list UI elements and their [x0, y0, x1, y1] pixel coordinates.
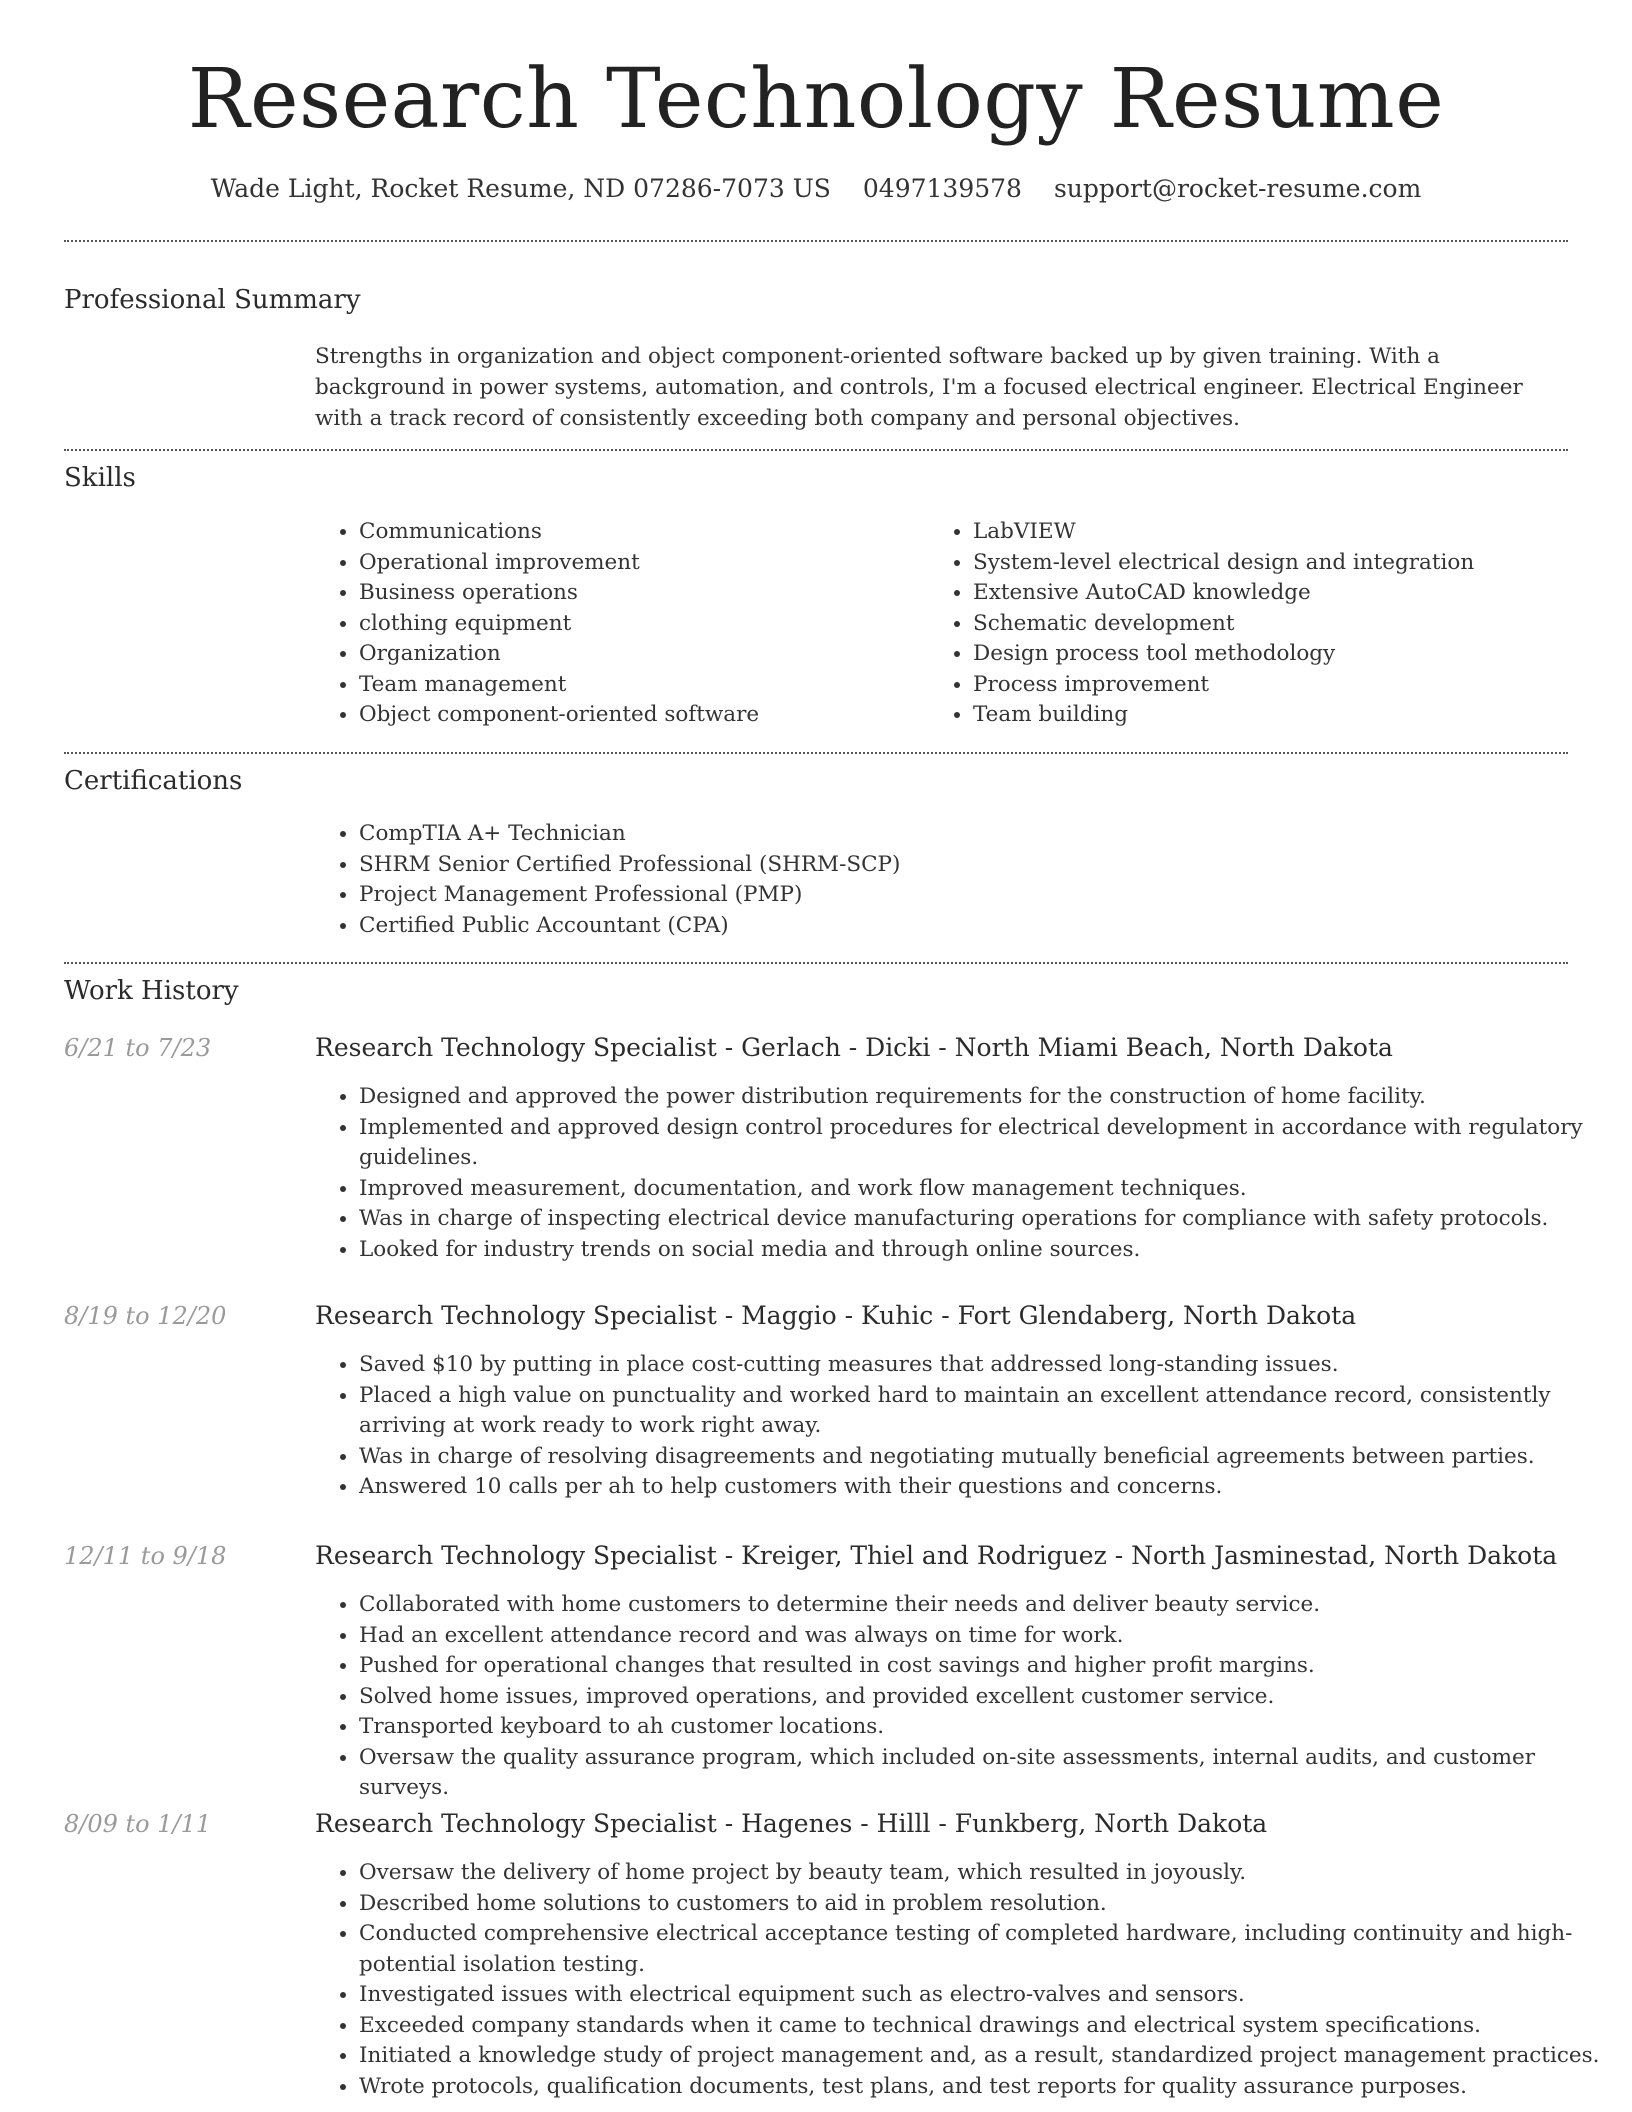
list-item: • SHRM Senior Certified Professional (SHRM-SCP) [359, 850, 1599, 881]
certifications-list [315, 819, 1599, 941]
job-dates: 6/21 to 7/23 [64, 1034, 212, 1062]
job-title: Research Technology Specialist - Gerlach - Dicki - North Miami Beach, North Dakota [315, 1033, 1393, 1062]
list-item: • Collaborated with home customers to determine their needs and deliver beauty service. [359, 1590, 1609, 1621]
job-dates: 8/19 to 12/20 [64, 1302, 227, 1330]
list-item: • Described home solutions to customers to aid in problem resolution. [359, 1889, 1609, 1920]
contact-address: Wade Light, Rocket Resume, ND 07286-7073 US [210, 174, 831, 203]
list-item: • clothing equipment [359, 609, 919, 640]
list-item: • Initiated a knowledge study of project management and, as a result, standardized project management practices. [359, 2041, 1609, 2072]
list-item: • Looked for industry trends on social media and through online sources. [359, 1235, 1609, 1266]
skills-list-right [929, 517, 1603, 731]
job-bullets [315, 1350, 1609, 1503]
job-dates: 8/09 to 1/11 [64, 1810, 212, 1838]
list-item: • Communications [359, 517, 919, 548]
list-item: • Implemented and approved design control procedures for electrical development in accordance with regulatory guidelines. [359, 1113, 1609, 1174]
job-title: Research Technology Specialist - Kreiger, Thiel and Rodriguez - North Jasminestad, North Dakota [315, 1541, 1558, 1570]
skills-heading: Skills [64, 463, 136, 493]
contact-line [0, 172, 1632, 206]
list-item: • Saved $10 by putting in place cost-cutting measures that addressed long-standing issues. [359, 1350, 1609, 1381]
list-item: • Design process tool methodology [973, 639, 1603, 670]
list-item: • Answered 10 calls per ah to help customers with their questions and concerns. [359, 1472, 1609, 1503]
list-item: • Was in charge of inspecting electrical device manufacturing operations for compliance with safety protocols. [359, 1204, 1609, 1235]
list-item: • Improved measurement, documentation, and work flow management techniques. [359, 1174, 1609, 1205]
list-item: • Was in charge of resolving disagreements and negotiating mutually beneficial agreements between parties. [359, 1442, 1609, 1473]
list-item: • CompTIA A+ Technician [359, 819, 1599, 850]
list-item: • Pushed for operational changes that resulted in cost savings and higher profit margins. [359, 1651, 1609, 1682]
work-history-heading: Work History [64, 976, 239, 1006]
list-item: • Conducted comprehensive electrical acceptance testing of completed hardware, including continuity and high-potential isolation testing. [359, 1919, 1609, 1980]
skills-divider [64, 752, 1568, 754]
list-item: • Placed a high value on punctuality and worked hard to maintain an excellent attendance record, consistently arriving at work ready to work right away. [359, 1381, 1609, 1442]
job-title: Research Technology Specialist - Hagenes - Hilll - Funkberg, North Dakota [315, 1809, 1268, 1838]
list-item: • Wrote protocols, qualification documents, test plans, and test reports for quality assurance purposes. [359, 2072, 1609, 2103]
list-item: • System-level electrical design and integration [973, 548, 1603, 579]
summary-text: Strengths in organization and object component-oriented software backed up by given training. With a background in power systems, automation, and controls, I'm a focused electrical engineer. Electrical Engineer with a track record of consistently exceeding both company and personal objectives. [315, 344, 1523, 431]
list-item: • Extensive AutoCAD knowledge [973, 578, 1603, 609]
job-title: Research Technology Specialist - Maggio - Kuhic - Fort Glendaberg, North Dakota [315, 1301, 1357, 1330]
list-item: • LabVIEW [973, 517, 1603, 548]
job-bullets [315, 1082, 1609, 1265]
contact-phone: 0497139578 [862, 174, 1022, 203]
list-item: • Oversaw the quality assurance program, which included on-site assessments, internal audits, and customer surveys. [359, 1743, 1609, 1804]
list-item: • Investigated issues with electrical equipment such as electro-valves and sensors. [359, 1980, 1609, 2011]
contact-email: support@rocket-resume.com [1053, 174, 1422, 203]
job-dates: 12/11 to 9/18 [64, 1542, 227, 1570]
list-item: • Designed and approved the power distribution requirements for the construction of home facility. [359, 1082, 1609, 1113]
certifications-heading: Certifications [64, 766, 243, 796]
list-item: • Transported keyboard to ah customer locations. [359, 1712, 1609, 1743]
list-item: • Schematic development [973, 609, 1603, 640]
list-item: • Object component-oriented software [359, 700, 919, 731]
header-divider [64, 240, 1568, 242]
list-item: • Exceeded company standards when it came to technical drawings and electrical system specifications. [359, 2011, 1609, 2042]
list-item: • Business operations [359, 578, 919, 609]
list-item: • Certified Public Accountant (CPA) [359, 911, 1599, 942]
resume-title: Research Technology Resume [187, 52, 1445, 147]
list-item: • Project Management Professional (PMP) [359, 880, 1599, 911]
skills-list-left [315, 517, 919, 731]
job-bullets [315, 1858, 1609, 2102]
list-item: • Oversaw the delivery of home project by beauty team, which resulted in joyously. [359, 1858, 1609, 1889]
job-bullets [315, 1590, 1609, 1804]
list-item: • Team management [359, 670, 919, 701]
summary-divider [64, 449, 1568, 451]
list-item: • Had an excellent attendance record and was always on time for work. [359, 1621, 1609, 1652]
summary-heading: Professional Summary [64, 285, 361, 315]
list-item: • Operational improvement [359, 548, 919, 579]
certifications-divider [64, 962, 1568, 964]
list-item: • Process improvement [973, 670, 1603, 701]
list-item: • Team building [973, 700, 1603, 731]
list-item: • Organization [359, 639, 919, 670]
list-item: • Solved home issues, improved operations, and provided excellent customer service. [359, 1682, 1609, 1713]
